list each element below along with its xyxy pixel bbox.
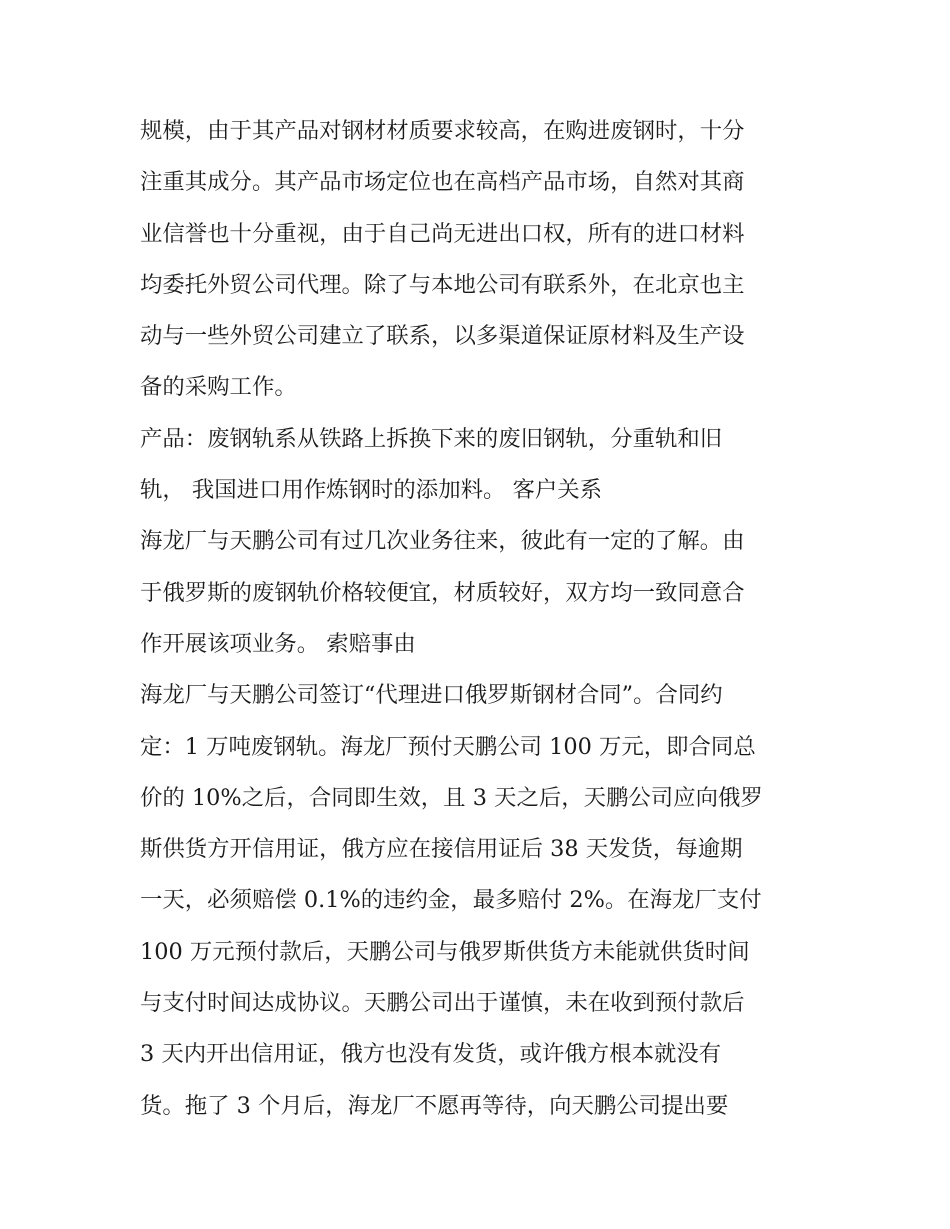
- text-line: 价的 10%之后，合同即生效，且 3 天之后，天鹏公司应向俄罗: [140, 784, 763, 811]
- text-line: 注重其成分。其产品市场定位也在高档产品市场，自然对其商: [140, 169, 745, 196]
- text-line: 货。拖了 3 个月后，海龙厂不愿再等待，向天鹏公司提出要: [140, 1092, 729, 1119]
- text-line: 斯供货方开信用证，俄方应在接信用证后 38 天发货，每逾期: [140, 836, 743, 863]
- text-line: 海龙厂与天鹏公司签订“代理进口俄罗斯钢材合同”。合同约: [140, 682, 723, 709]
- body-text: [140, 106, 840, 1132]
- text-line: 产品：废钢轨系从铁路上拆换下来的废旧钢轨，分重轨和旧: [140, 425, 723, 452]
- text-line: 与支付时间达成协议。天鹏公司出于谨慎，未在收到预付款后: [140, 990, 745, 1017]
- text-line: 定：1 万吨废钢轨。海龙厂预付天鹏公司 100 万元，即合同总: [140, 733, 756, 760]
- text-line: 100 万元预付款后，天鹏公司与俄罗斯供货方未能就供货时间: [140, 938, 750, 965]
- text-line: 动与一些外贸公司建立了联系，以多渠道保证原材料及生产设: [140, 323, 745, 350]
- text-line: 于俄罗斯的废钢轨价格较便宜，材质较好，双方均一致同意合: [140, 579, 745, 606]
- text-line: 3 天内开出信用证，俄方也没有发货，或许俄方根本就没有: [140, 1041, 722, 1068]
- text-line: 作开展该项业务。 索赔事由: [140, 630, 416, 657]
- text-line: 均委托外贸公司代理。除了与本地公司有联系外，在北京也主: [140, 271, 745, 298]
- text-line: 业信誉也十分重视，由于自己尚无进出口权，所有的进口材料: [140, 220, 745, 247]
- text-line: 轨， 我国进口用作炼钢时的添加料。 客户关系: [140, 477, 603, 504]
- text-line: 备的采购工作。: [140, 374, 297, 401]
- text-line: 海龙厂与天鹏公司有过几次业务往来，彼此有一定的了解。由: [140, 528, 745, 555]
- text-line: 一天，必须赔偿 0.1%的违约金，最多赔付 2%。在海龙厂支付: [140, 887, 762, 914]
- text-line: 规模，由于其产品对钢材材质要求较高，在购进废钢时，十分: [140, 118, 745, 144]
